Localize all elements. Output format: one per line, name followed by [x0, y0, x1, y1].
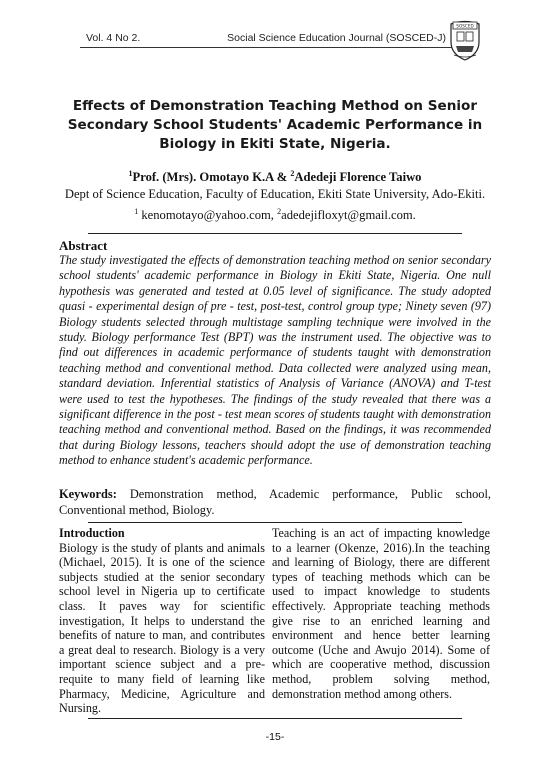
svg-text:SOSCED: SOSCED — [456, 23, 474, 29]
email-two: adedejifloxyt@gmail.com. — [281, 208, 416, 223]
keywords-text: Demonstration method, Academic performance, Public school, Conventional method, Biology. — [59, 487, 491, 517]
page-number: -15- — [265, 731, 285, 743]
paper-title: Effects of Demonstration Teaching Method on Senior Secondary School Students' Academic Performance in Biology in Ekiti State, Nigeria. — [67, 98, 483, 152]
keywords-bottom-rule — [88, 522, 462, 523]
volume-label: Vol. 4 No 2. — [86, 32, 141, 44]
intro-right-text: Teaching is an act of impacting knowledge to a learner (Okenze, 2016).In the teaching and learning of Biology, there are different types of teaching methods which can be used to impact knowledge to students effectively. Appropriate teaching methods give rise to an enriched learning and environment and hence better learning outcome (Uche and Awujo 2014). Some of which are cooperative method, discussion method, problem solving method, demonstration method among others. — [272, 526, 490, 701]
introduction-heading: Introduction — [59, 526, 125, 540]
abstract-heading: Abstract — [59, 238, 108, 253]
author-emails: $^1$ kenomotayo@yahoo.com, $^2$adedejifloxyt@gmail.com. — [134, 207, 416, 223]
keywords-label: Keywords: — [59, 487, 117, 501]
author-one: Prof. (Mrs). Omotayo K.A & — [132, 170, 291, 185]
abstract-top-rule — [88, 233, 462, 234]
keywords — [59, 486, 491, 518]
running-header — [86, 32, 446, 44]
author-block — [60, 165, 490, 224]
email-one: kenomotayo@yahoo.com, — [138, 208, 278, 223]
footer-rule — [88, 718, 462, 719]
intro-column-left — [59, 526, 265, 716]
journal-logo-icon — [448, 18, 482, 62]
abstract-text: The study investigated the effects of demonstration teaching method on senior secondary school students' academic performance in Biology in Ekiti State, Nigeria. One null hypothesis was generated and tested at 0.05 level of significance. The study adopted quasi - experimental design of pre - test, post-test, control group type; Ninety seven (97) Biology students selected through multistage sampling technique were involved in the study. Biology performance Test (BPT) was the instrument used. The objective was to find out differences in academic performance of students taught with demonstration teaching method and conventional method. Data collected were analyzed using mean, standard deviation. Inferential statistics of Analysis of Variance (ANOVA) and T-test were used to test the hypotheses. The findings of the study revealed that there was a significant difference in the post - test mean scores of students taught with demonstration teaching method and conventional method. Based on the findings, it was recommended that during Biology lessons, teachers should adopt the use of demonstration teaching method to enhance student's academic performance. — [59, 253, 491, 468]
journal-name: Social Science Education Journal (SOSCED-J) — [227, 32, 446, 44]
author-two: Adedeji Florence Taiwo — [294, 170, 422, 185]
intro-column-right — [272, 526, 490, 701]
intro-left-text: Biology is the study of plants and animals (Michael, 2015). It is one of the science subjects studied at the senior secondary school level in Nigeria up to certificate class. It paves way for scientific investigation, It helps to understand the benefits of nature to man, and contributes a great deal to research. Biology is a very important science subject and a pre-requite to many field of learning like Pharmacy, Medicine, Agriculture and Nursing. — [59, 540, 265, 716]
author-names: $^1$Prof. (Mrs). Omotayo K.A & $^2$Adedeji Florence Taiwo — [128, 169, 422, 185]
header-divider — [80, 47, 452, 48]
affiliation: Dept of Science Education, Faculty of Education, Ekiti State University, Ado-Ekiti. — [64, 187, 486, 202]
